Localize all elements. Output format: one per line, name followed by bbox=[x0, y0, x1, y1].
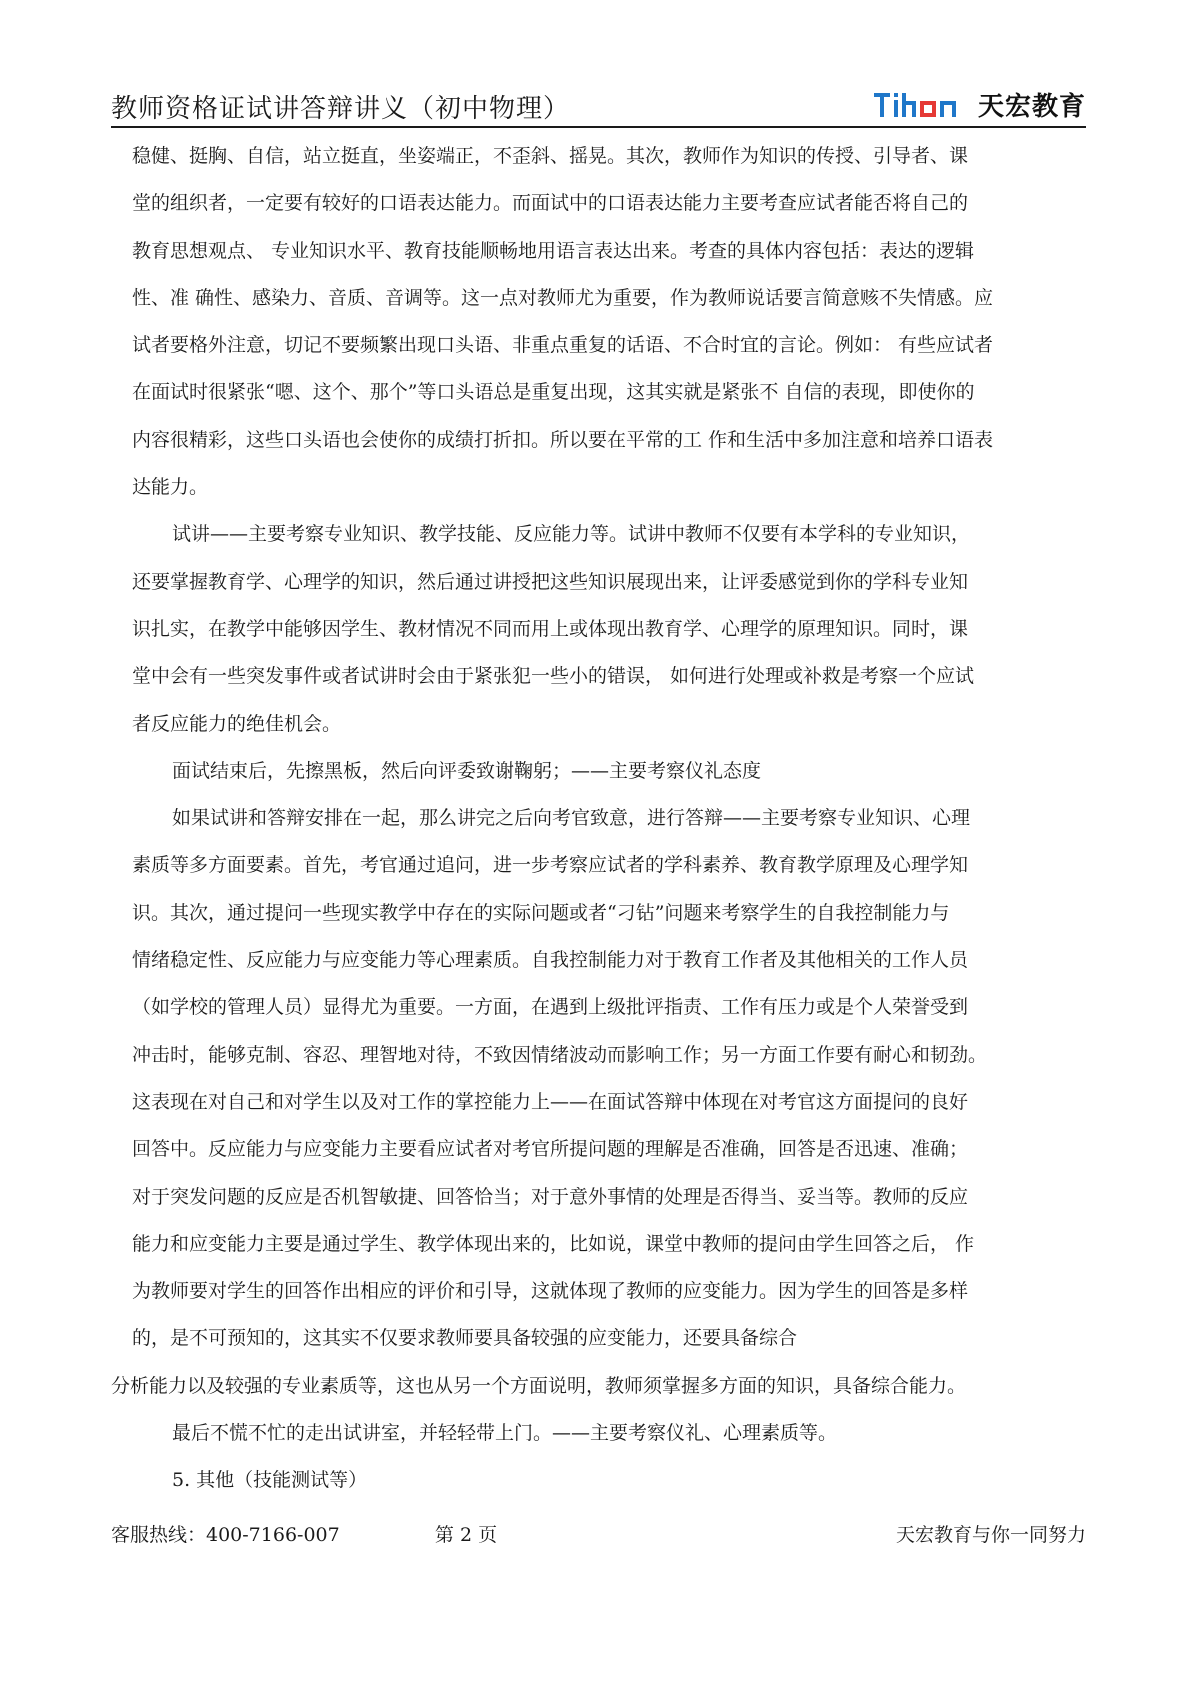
body-line: （如学校的管理人员）显得尤为重要。一方面，在遇到上级批评指责、工作有压力或是个人荣誉受到 bbox=[132, 996, 969, 1019]
page-footer bbox=[111, 1520, 1086, 1560]
body-line: 教育思想观点、 专业知识水平、教育技能顺畅地用语言表达出来。考查的具体内容包括：表达的逻辑 bbox=[132, 239, 975, 262]
body-line: 试讲——主要考察专业知识、教学技能、反应能力等。试讲中教师不仅要有本学科的专业知识， bbox=[172, 523, 971, 546]
body-line: 内容很精彩，这些口头语也会使你的成绩打折扣。所以要在平常的工 作和生活中多加注意和培养口语表 bbox=[132, 428, 994, 451]
body-line: 分析能力以及较强的专业素质等，这也从另一个方面说明，教师须掌握多方面的知识，具备综合能力。 bbox=[111, 1374, 967, 1397]
page-header bbox=[111, 82, 1086, 128]
body-line: 堂的组织者，一定要有较好的口语表达能力。而面试中的口语表达能力主要考查应试者能否将自己的 bbox=[132, 192, 969, 215]
body-line: 最后不慌不忙的走出试讲室，并轻轻带上门。——主要考察仪礼、心理素质等。 bbox=[172, 1422, 838, 1445]
body-line: 识。其次，通过提问一些现实教学中存在的实际问题或者“刁钻”问题来考察学生的自我控制能力与 bbox=[132, 901, 950, 924]
page-number: 第 2 页 bbox=[434, 1524, 498, 1546]
body-line: 稳健、挺胸、自信，站立挺直，坐姿端正，不歪斜、摇晃。其次，教师作为知识的传授、引导者、课 bbox=[132, 145, 969, 167]
body-line: 试者要格外注意，切记不要频繁出现口头语、非重点重复的话语、不合时宜的言论。例如： 有些应试者 bbox=[132, 334, 994, 357]
body-line: 还要掌握教育学、心理学的知识，然后通过讲授把这些知识展现出来，让评委感觉到你的学科专业知 bbox=[132, 570, 969, 593]
body-line: 对于突发问题的反应是否机智敏捷、回答恰当；对于意外事情的处理是否得当、妥当等。教师的反应 bbox=[132, 1185, 969, 1208]
hotline-label: 客服热线：400-7166-007 bbox=[111, 1524, 340, 1546]
footer-slogan: 天宏教育与你一同努力 bbox=[895, 1524, 1086, 1546]
body-line: 在面试时很紧张“嗯、这个、那个”等口头语总是重复出现，这其实就是紧张不 自信的表现，即使你的 bbox=[132, 381, 975, 404]
logo-text: 天宏教育 bbox=[977, 91, 1086, 122]
body-line: 识扎实，在教学中能够因学生、教材情况不同而用上或体现出教育学、心理学的原理知识。同时，课 bbox=[132, 617, 969, 640]
body-line: 者反应能力的绝佳机会。 bbox=[132, 712, 342, 735]
body-line: 回答中。反应能力与应变能力主要看应试者对考官所提问题的理解是否准确，回答是否迅速、准确； bbox=[132, 1138, 969, 1161]
body-line: 情绪稳定性、反应能力与应变能力等心理素质。自我控制能力对于教育工作者及其他相关的工作人员 bbox=[132, 949, 969, 972]
tihon-logo-icon bbox=[874, 87, 974, 121]
body-line: 素质等多方面要素。首先，考官通过追问，进一步考察应试者的学科素养、教育教学原理及心理学知 bbox=[132, 854, 969, 877]
body-line: 性、准 确性、感染力、音质、音调等。这一点对教师尤为重要，作为教师说话要言简意赅不失情感。应 bbox=[132, 286, 994, 309]
body-line: 冲击时，能够克制、容忍、理智地对待，不致因情绪波动而影响工作；另一方面工作要有耐心和韧劲。 bbox=[132, 1043, 988, 1066]
document-title: 教师资格证试讲答辩讲义（初中物理） bbox=[111, 94, 571, 124]
body-line: 为教师要对学生的回答作出相应的评价和引导，这就体现了教师的应变能力。因为学生的回答是多样 bbox=[132, 1280, 969, 1303]
body-line: 能力和应变能力主要是通过学生、教学体现出来的，比如说，课堂中教师的提问由学生回答之后， 作 bbox=[132, 1232, 975, 1255]
tihon-logo bbox=[874, 84, 1086, 124]
body-line: 这表现在对自己和对学生以及对工作的掌控能力上——在面试答辩中体现在对考官这方面提问的良好 bbox=[132, 1090, 969, 1113]
body-line: 的，是不可预知的，这其实不仅要求教师要具备较强的应变能力，还要具备综合 bbox=[132, 1327, 798, 1350]
body-line: 面试结束后，先擦黑板，然后向评委致谢鞠躬；——主要考察仪礼态度 bbox=[172, 759, 762, 782]
body-line: 达能力。 bbox=[132, 476, 209, 499]
header-divider bbox=[111, 126, 1086, 128]
body-line: 堂中会有一些突发事件或者试讲时会由于紧张犯一些小的错误， 如何进行处理或补救是考察一个应试 bbox=[132, 665, 975, 688]
document-body bbox=[111, 133, 1086, 1508]
body-line: 5. 其他（技能测试等） bbox=[172, 1469, 368, 1492]
body-line: 如果试讲和答辩安排在一起，那么讲完之后向考官致意，进行答辩——主要考察专业知识、心理 bbox=[172, 807, 971, 830]
